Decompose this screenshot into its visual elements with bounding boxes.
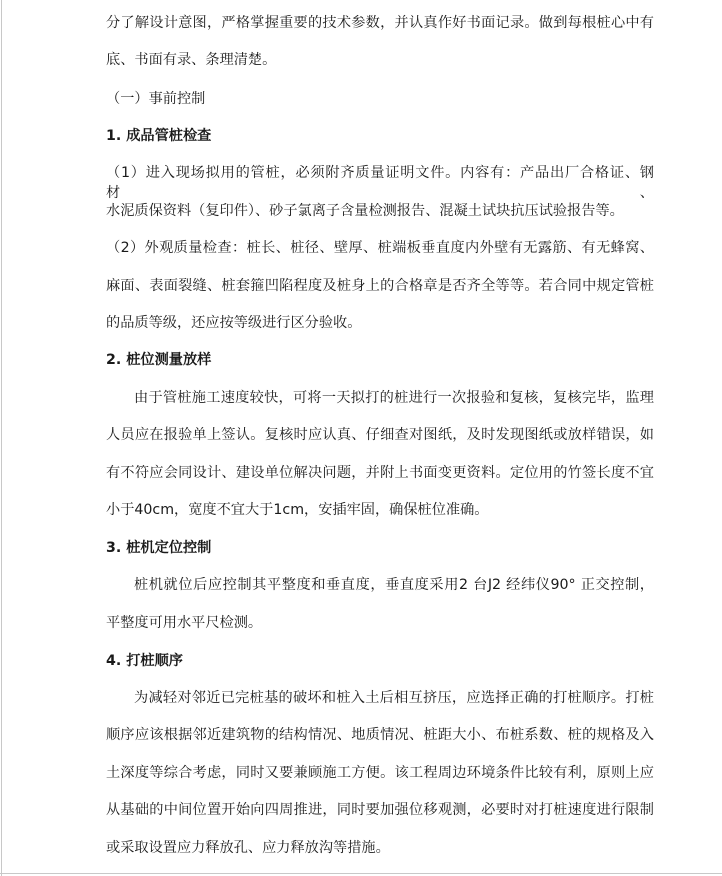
- page-bottom-edge: [0, 873, 722, 874]
- paragraph-line: 水泥质保资料（复印件）、砂子氯离子含量检测报告、混凝土试块抗压试验报告等。: [106, 203, 624, 219]
- subsection-heading: 1. 成品管桩检查: [106, 128, 212, 144]
- paragraph-line: 桩机就位后应控制其平整度和垂直度，垂直度采用2 台J2 经纬仪90° 正交控制，: [134, 577, 654, 593]
- paragraph-line: 由于管桩施工速度较快，可将一天拟打的桩进行一次报验和复核，复核完毕，监理: [134, 390, 654, 406]
- paragraph-line: 小于40cm，宽度不宜大于1cm，安插牢固，确保桩位准确。: [106, 502, 489, 518]
- paragraph-line: 有不符应会同设计、建设单位解决问题，并附上书面变更资料。定位用的竹签长度不宜: [106, 465, 654, 481]
- paragraph-line: 底、书面有录、条理清楚。: [106, 52, 277, 68]
- paragraph-line: （1）进入现场拟用的管桩，必须附齐质量证明文件。内容有：产品出厂合格证、钢材、: [106, 165, 654, 201]
- paragraph-line: （2）外观质量检查：桩长、桩径、壁厚、桩端板垂直度内外壁有无露筋、有无蜂窝、: [106, 240, 654, 256]
- subsection-heading: 2. 桩位测量放样: [106, 352, 212, 368]
- section-heading: （一）事前控制: [106, 91, 206, 107]
- paragraph-line: 为减轻对邻近已完桩基的破坏和桩入土后相互挤压，应选择正确的打桩顺序。打桩: [134, 690, 654, 706]
- paragraph-line: 分了解设计意图，严格掌握重要的技术参数，并认真作好书面记录。做到每根桩心中有: [106, 15, 654, 31]
- paragraph-line: 从基础的中间位置开始向四周推进，同时要加强位移观测，必要时对打桩速度进行限制: [106, 802, 654, 818]
- paragraph-line: 平整度可用水平尺检测。: [106, 615, 263, 631]
- paragraph-line: 人员应在报验单上签认。复核时应认真、仔细查对图纸，及时发现图纸或放样错误，如: [106, 427, 654, 443]
- paragraph-line: 顺序应该根据邻近建筑物的结构情况、地质情况、桩距大小、布桩系数、桩的规格及入: [106, 727, 654, 743]
- paragraph-line: 麻面、表面裂缝、桩套箍凹陷程度及桩身上的合格章是否齐全等等。若合同中规定管桩: [106, 278, 654, 294]
- subsection-heading: 4. 打桩顺序: [106, 653, 183, 669]
- paragraph-line: 的品质等级，还应按等级进行区分验收。: [106, 315, 362, 331]
- paragraph-line: 土深度等综合考虑，同时又要兼顾施工方便。该工程周边环境条件比较有利，原则上应: [106, 765, 654, 781]
- subsection-heading: 3. 桩机定位控制: [106, 540, 212, 556]
- page-left-edge: [1, 0, 2, 876]
- paragraph-line: 或采取设置应力释放孔、应力释放沟等措施。: [106, 840, 390, 856]
